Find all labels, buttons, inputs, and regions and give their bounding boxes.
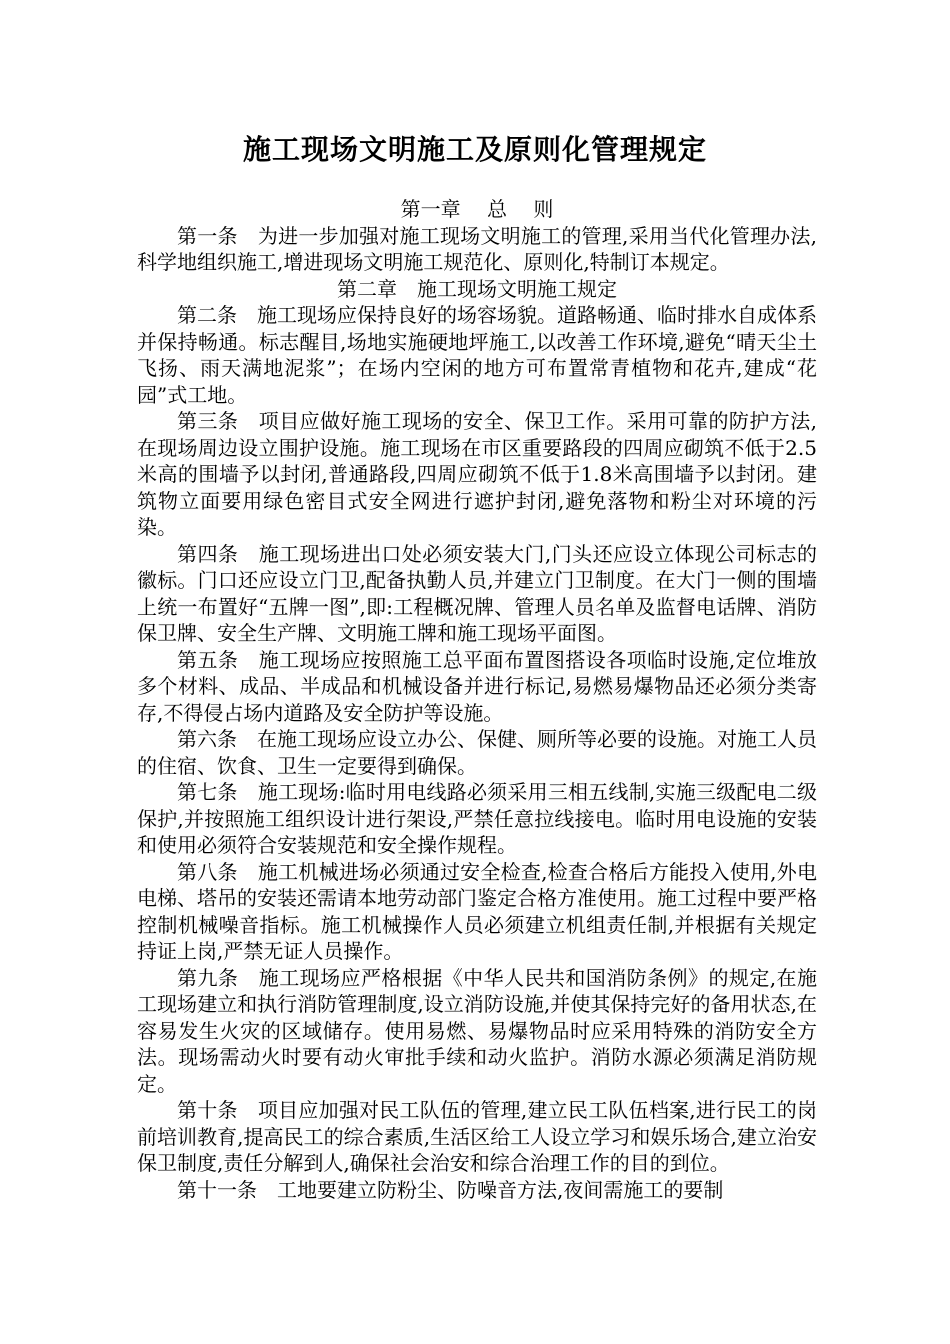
article-3: 第三条 项目应做好施工现场的安全、保卫工作。采用可靠的防护方法,在现场周边设立围护设施。施工现场在市区重要路段的四周应砌筑不低于2.5米高的围墙予以封闭,普通路段,四周应砌筑不低于1.8米高围墙予以封闭。建筑物立面要用绿色密目式安全网进行遮护封闭,避免落物和粉尘对环境的污染。 bbox=[137, 409, 817, 539]
article-7: 第七条 施工现场:临时用电线路必须采用三相五线制,实施三级配电二级保护,并按照施工组织设计进行架设,严禁任意拉线接电。临时用电设施的安装和使用必须符合安装规范和安全操作规程。 bbox=[137, 780, 817, 857]
article-10: 第十条 项目应加强对民工队伍的管理,建立民工队伍档案,进行民工的岗前培训教育,提高民工的综合素质,生活区给工人设立学习和娱乐场合,建立治安保卫制度,责任分解到人,确保社会治安和综合治理工作的目的到位。 bbox=[137, 1098, 817, 1175]
article-6: 第六条 在施工现场应设立办公、保健、厕所等必要的设施。对施工人员的住宿、饮食、卫生一定要得到确保。 bbox=[137, 727, 817, 778]
document-title: 施工现场文明施工及原则化管理规定 bbox=[242, 133, 707, 166]
chapter-heading-1: 第一章 总 则 bbox=[400, 197, 554, 221]
article-5: 第五条 施工现场应按照施工总平面布置图搭设各项临时设施,定位堆放多个材料、成品、半成品和机械设备并进行标记,易燃易爆物品还必须分类寄存,不得侵占场内道路及安全防护等设施。 bbox=[137, 647, 817, 725]
article-2: 第二条 施工现场应保持良好的场容场貌。道路畅通、临时排水自成体系并保持畅通。标志醒目,场地实施硬地坪施工,以改善工作环境,避免“晴天尘土飞扬、雨天满地泥浆”；在场内空闲的地方可布置常青植物和花卉,建成“花园”式工地。 bbox=[137, 303, 817, 407]
article-9: 第九条 施工现场应严格根据《中华人民共和国消防条例》的规定,在施工现场建立和执行消防管理制度,设立消防设施,并使其保持完好的备用状态,在容易发生火灾的区域储存。使用易燃、易爆物品时应采用特殊的消防安全方法。现场需动火时要有动火审批手续和动火监护。消防水源必须满足消防规定。 bbox=[137, 965, 817, 1096]
article-1: 第一条 为进一步加强对施工现场文明施工的管理,采用当代化管理办法,科学地组织施工,增进现场文明施工规范化、原则化,特制订本规定。 bbox=[137, 223, 817, 274]
article-4: 第四条 施工现场进出口处必须安装大门,门头还应设立体现公司标志的徽标。门口还应设立门卫,配备执勤人员,并建立门卫制度。在大门一侧的围墙上统一布置好“五牌一图”,即:工程概况牌、管理人员名单及监督电话牌、消防保卫牌、安全生产牌、文明施工牌和施工现场平面图。 bbox=[137, 541, 817, 645]
chapter-heading-2: 第二章 施工现场文明施工规定 bbox=[337, 276, 617, 301]
document-body bbox=[137, 196, 817, 1203]
article-8: 第八条 施工机械进场必须通过安全检查,检查合格后方能投入使用,外电电梯、塔吊的安装还需请本地劳动部门鉴定合格方准使用。施工过程中要严格控制机械噪音指标。施工机械操作人员必须建立机组责任制,并根据有关规定持证上岗,严禁无证人员操作。 bbox=[137, 859, 817, 963]
article-11: 第十一条 工地要建立防粉尘、防噪音方法,夜间需施工的要制 bbox=[177, 1177, 724, 1202]
